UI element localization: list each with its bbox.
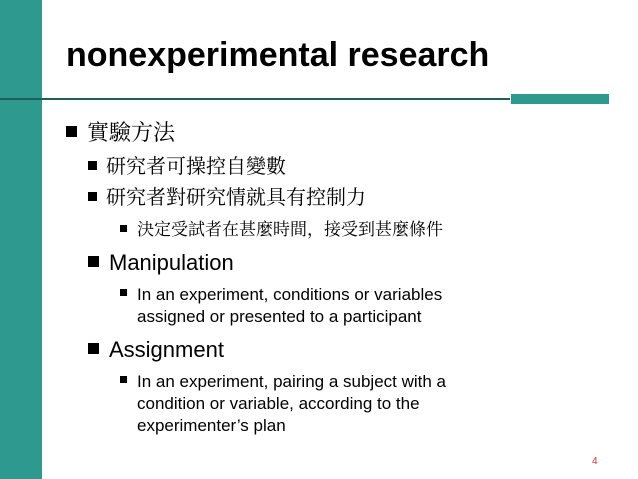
square-bullet-icon <box>88 192 97 201</box>
bullet-text: 決定受試者在甚麼時間，接受到甚麼條件 <box>137 220 443 239</box>
definition-line: condition or variable, according to the <box>137 394 420 413</box>
title-accent-block <box>511 94 609 104</box>
bullet-text: 實驗方法 <box>87 120 176 145</box>
bullet-manipulation-definition <box>120 284 442 328</box>
square-bullet-icon <box>120 289 127 296</box>
bullet-text: 研究者可操控自變數 <box>106 156 286 178</box>
square-bullet-icon <box>120 376 127 383</box>
title-area <box>0 0 638 99</box>
page-number: 4 <box>592 456 598 467</box>
square-bullet-icon <box>120 225 127 232</box>
bullet-text: Manipulation <box>109 250 234 275</box>
square-bullet-icon <box>66 126 77 137</box>
slide-title: nonexperimental research <box>66 36 490 74</box>
definition-line: experimenter’s plan <box>137 416 286 435</box>
bullet-decide-when-what <box>120 215 443 240</box>
bullet-text: 研究者對研究情就具有控制力 <box>106 187 366 209</box>
bullet-researcher-manipulates <box>88 150 286 179</box>
definition-line: In an experiment, conditions or variables <box>137 285 443 304</box>
title-underline <box>0 98 510 100</box>
bullet-manipulation <box>88 250 234 276</box>
bullet-assignment <box>88 337 224 363</box>
bullet-assignment-definition <box>120 371 446 437</box>
bullet-researcher-controls <box>88 181 366 210</box>
bullet-experimental-method <box>66 116 175 147</box>
square-bullet-icon <box>88 343 99 354</box>
definition-line: assigned or presented to a participant <box>137 307 422 326</box>
square-bullet-icon <box>88 161 97 170</box>
square-bullet-icon <box>88 256 99 267</box>
definition-line: In an experiment, pairing a subject with a <box>137 372 447 391</box>
bullet-text: Assignment <box>109 337 224 362</box>
